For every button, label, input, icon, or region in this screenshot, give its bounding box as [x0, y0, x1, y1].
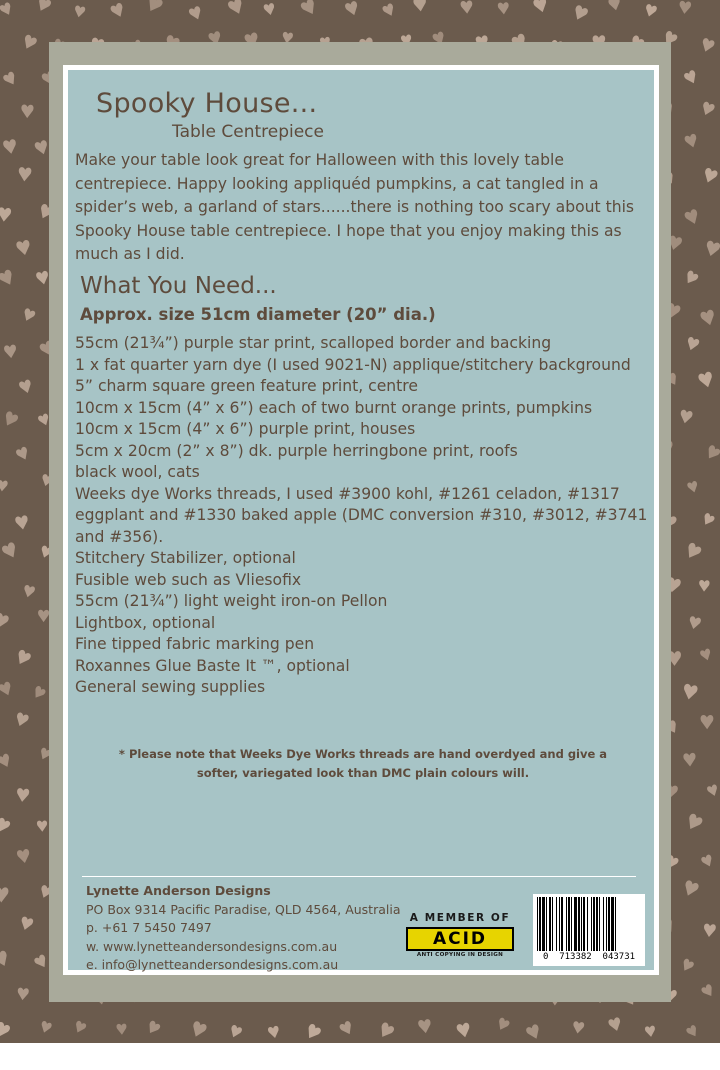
barcode-bar — [603, 897, 604, 951]
heart-shape — [188, 5, 203, 21]
heart-shape — [683, 270, 699, 287]
heart-shape — [17, 987, 29, 1000]
materials-item: Fusible web such as Vliesofix — [75, 570, 302, 589]
heart-shape — [18, 379, 33, 395]
intro-paragraph: Make your table look great for Halloween with this lovely table centrepiece. Happy looking appliquéd pumpkins, a cat tangled in a spider’s web, a garland of stars......there is nothing too scary about this Spooky House table centrepiece. I hope that you enjoy making this as much as I did. — [75, 151, 635, 263]
heart-shape — [701, 512, 716, 527]
heart-shape — [263, 3, 276, 16]
acid-member-text: A MEMBER OF — [409, 912, 511, 924]
heart-shape — [0, 612, 10, 630]
pattern-subtitle: Table Centrepiece — [172, 122, 324, 142]
heart-shape — [4, 344, 17, 359]
heart-shape — [34, 140, 50, 157]
what-you-need-heading: What You Need... — [80, 273, 277, 299]
materials-item: 55cm (21¾”) purple star print, scalloped border and backing — [75, 334, 552, 352]
materials-item: 55cm (21¾”) light weight iron-on Pellon — [75, 592, 388, 610]
barcode-bar — [591, 897, 592, 951]
barcode-bar — [608, 897, 610, 951]
heart-shape — [679, 409, 693, 424]
materials-item: black wool, cats — [75, 463, 200, 481]
barcode-bar — [596, 897, 598, 951]
heart-shape — [703, 923, 716, 937]
heart-shape — [19, 916, 34, 932]
barcode-bar — [552, 897, 553, 951]
heart-shape — [682, 879, 700, 898]
heart-shape — [1, 541, 20, 560]
heart-shape — [268, 1025, 281, 1039]
barcode-bar — [574, 897, 577, 951]
heart-shape — [704, 444, 720, 462]
heart-shape — [39, 1020, 52, 1034]
heart-shape — [33, 954, 49, 970]
heart-shape — [35, 0, 52, 13]
heart-shape — [304, 1023, 322, 1042]
heart-shape — [645, 1025, 656, 1037]
heart-shape — [0, 2, 14, 18]
barcode-bar — [587, 897, 588, 951]
email-link[interactable]: e. info@lynetteandersondesigns.com.au — [86, 957, 339, 972]
acid-member-badge — [402, 912, 518, 962]
heart-shape — [572, 1021, 584, 1034]
heart-shape — [460, 0, 473, 14]
acid-tagline: ANTI COPYING IN DESIGN — [416, 952, 504, 958]
barcode-bar — [568, 897, 570, 951]
barcode-bar — [566, 897, 567, 951]
heart-shape — [21, 34, 38, 51]
materials-item: Weeks dye Works threads, I used #3900 kohl, #1261 celadon, #1317 eggplant and #1330 baked apple (DMC conversion #310, #3012, #3741 and #356). — [75, 484, 648, 546]
barcode-bar — [593, 897, 595, 951]
heart-shape — [0, 269, 16, 288]
heart-shape — [0, 753, 13, 769]
barcode-bar — [542, 897, 545, 951]
materials-item: Lightbox, optional — [75, 613, 216, 632]
heart-shape — [0, 207, 11, 222]
heart-shape — [22, 584, 35, 598]
heart-shape — [684, 208, 701, 226]
heart-shape — [700, 854, 714, 869]
finished-size: Approx. size 51cm diameter (20” dia.) — [80, 305, 436, 324]
heart-shape — [37, 820, 48, 832]
heart-shape — [706, 784, 719, 798]
heart-shape — [36, 270, 50, 285]
heart-shape — [14, 649, 32, 667]
heart-shape — [683, 69, 699, 85]
barcode-bar — [561, 897, 563, 951]
heart-shape — [21, 308, 36, 323]
barcode-bar — [599, 897, 600, 951]
heart-shape — [0, 887, 9, 903]
heart-shape — [684, 813, 703, 833]
barcode-bar — [583, 897, 585, 951]
heart-shape — [74, 5, 86, 18]
heart-shape — [110, 2, 126, 19]
heart-shape — [116, 1023, 127, 1035]
heart-shape — [21, 104, 34, 118]
heart-shape — [16, 239, 32, 256]
heart-shape — [228, 1024, 243, 1039]
heart-shape — [685, 336, 700, 352]
heart-shape — [0, 480, 8, 492]
heart-shape — [688, 616, 702, 631]
heart-shape — [31, 685, 46, 701]
barcode-digits: 0 713382 043731 — [542, 952, 636, 962]
heart-shape — [15, 446, 30, 462]
heart-shape — [0, 1021, 11, 1040]
heart-shape — [533, 0, 549, 14]
heart-shape — [2, 71, 18, 88]
heart-shape — [38, 610, 49, 622]
heart-shape — [608, 1017, 623, 1033]
heart-shape — [377, 1021, 395, 1040]
thread-note: * Please note that Weeks Dye Works threads are hand overdyed and give a softer, variegated look than DMC plain colours will. — [118, 747, 608, 780]
heart-shape — [0, 950, 11, 969]
heart-shape — [418, 1019, 432, 1034]
materials-item: Roxannes Glue Baste It ™, optional — [75, 656, 350, 675]
heart-shape — [680, 958, 695, 973]
heart-shape — [498, 2, 510, 15]
materials-item: General sewing supplies — [75, 678, 266, 696]
postal-address: PO Box 9314 Pacific Paradise, QLD 4564, Australia — [86, 901, 401, 917]
heart-shape — [702, 167, 719, 184]
heart-shape — [572, 4, 589, 22]
heart-shape — [3, 139, 18, 155]
heart-shape — [685, 1024, 699, 1039]
heart-shape — [456, 1022, 471, 1038]
barcode-bar — [556, 897, 557, 951]
heart-shape — [701, 715, 714, 729]
heart-shape — [684, 542, 703, 561]
barcode-bar — [559, 897, 560, 951]
heart-shape — [684, 133, 699, 149]
pattern-info-card — [68, 70, 654, 970]
materials-item: 10cm x 15cm (4” x 6”) purple print, houses — [75, 420, 416, 438]
materials-item: 5cm x 20cm (2” x 8”) dk. purple herringbone print, roofs — [75, 441, 518, 460]
materials-item: Fine tipped fabric marking pen — [75, 635, 315, 653]
heart-shape — [16, 849, 30, 865]
heart-shape — [382, 3, 397, 18]
materials-list — [75, 333, 650, 699]
heart-shape — [18, 167, 32, 182]
website-link[interactable]: w. www.lynetteandersondesigns.com.au — [86, 938, 338, 954]
heart-shape — [700, 983, 715, 999]
pattern-title: Spooky House... — [96, 88, 318, 119]
barcode-bar — [581, 897, 582, 951]
heart-shape — [14, 712, 30, 728]
materials-item: 10cm x 15cm (4” x 6”) each of two burnt orange prints, pumpkins — [75, 398, 593, 417]
heart-shape — [699, 648, 712, 662]
barcode-bar — [549, 897, 551, 951]
heart-shape — [682, 683, 698, 700]
heart-shape — [344, 0, 360, 17]
heart-shape — [145, 0, 164, 14]
heart-shape — [698, 371, 715, 389]
heart-shape — [15, 515, 29, 530]
materials-item: 5” charm square green feature print, centre — [75, 377, 418, 395]
heart-shape — [0, 681, 14, 698]
materials-item: Stitchery Stabilizer, optional — [75, 549, 296, 567]
heart-shape — [339, 1020, 355, 1037]
heart-shape — [300, 0, 319, 17]
heart-shape — [413, 0, 427, 12]
phone-number: p. +61 7 5450 7497 — [86, 920, 212, 935]
heart-shape — [145, 1020, 161, 1036]
barcode-bar — [539, 897, 541, 951]
heart-shape — [644, 3, 658, 18]
heart-shape — [189, 1020, 207, 1039]
heart-shape — [227, 0, 245, 16]
barcode-bar — [571, 897, 572, 951]
heart-shape — [608, 0, 622, 11]
heart-shape — [679, 1, 692, 15]
heart-shape — [0, 817, 11, 834]
company-name: Lynette Anderson Designs — [86, 883, 271, 898]
barcode — [533, 894, 645, 966]
heart-shape — [687, 480, 699, 493]
heart-shape — [496, 1017, 511, 1032]
contact-block — [86, 882, 406, 975]
barcode-bars — [536, 897, 642, 953]
acid-logo: ACID — [406, 927, 514, 951]
heart-shape — [704, 240, 720, 258]
heart-shape — [16, 788, 29, 803]
barcode-bar — [606, 897, 607, 951]
footer-divider — [82, 876, 636, 877]
barcode-bar — [611, 897, 614, 951]
barcode-bar — [537, 897, 538, 951]
heart-shape — [700, 101, 716, 117]
heart-shape — [700, 37, 716, 53]
heart-shape — [2, 410, 20, 428]
heart-shape — [699, 580, 710, 592]
heart-shape — [700, 309, 717, 327]
barcode-bar — [578, 897, 580, 951]
heart-shape — [683, 753, 696, 767]
barcode-bar — [615, 897, 616, 951]
heart-shape — [525, 1023, 542, 1041]
barcode-bar — [546, 897, 547, 951]
materials-item: 1 x fat quarter yarn dye (I used 9021-N) applique/stitchery background — [75, 355, 631, 374]
heart-shape — [73, 1020, 87, 1035]
